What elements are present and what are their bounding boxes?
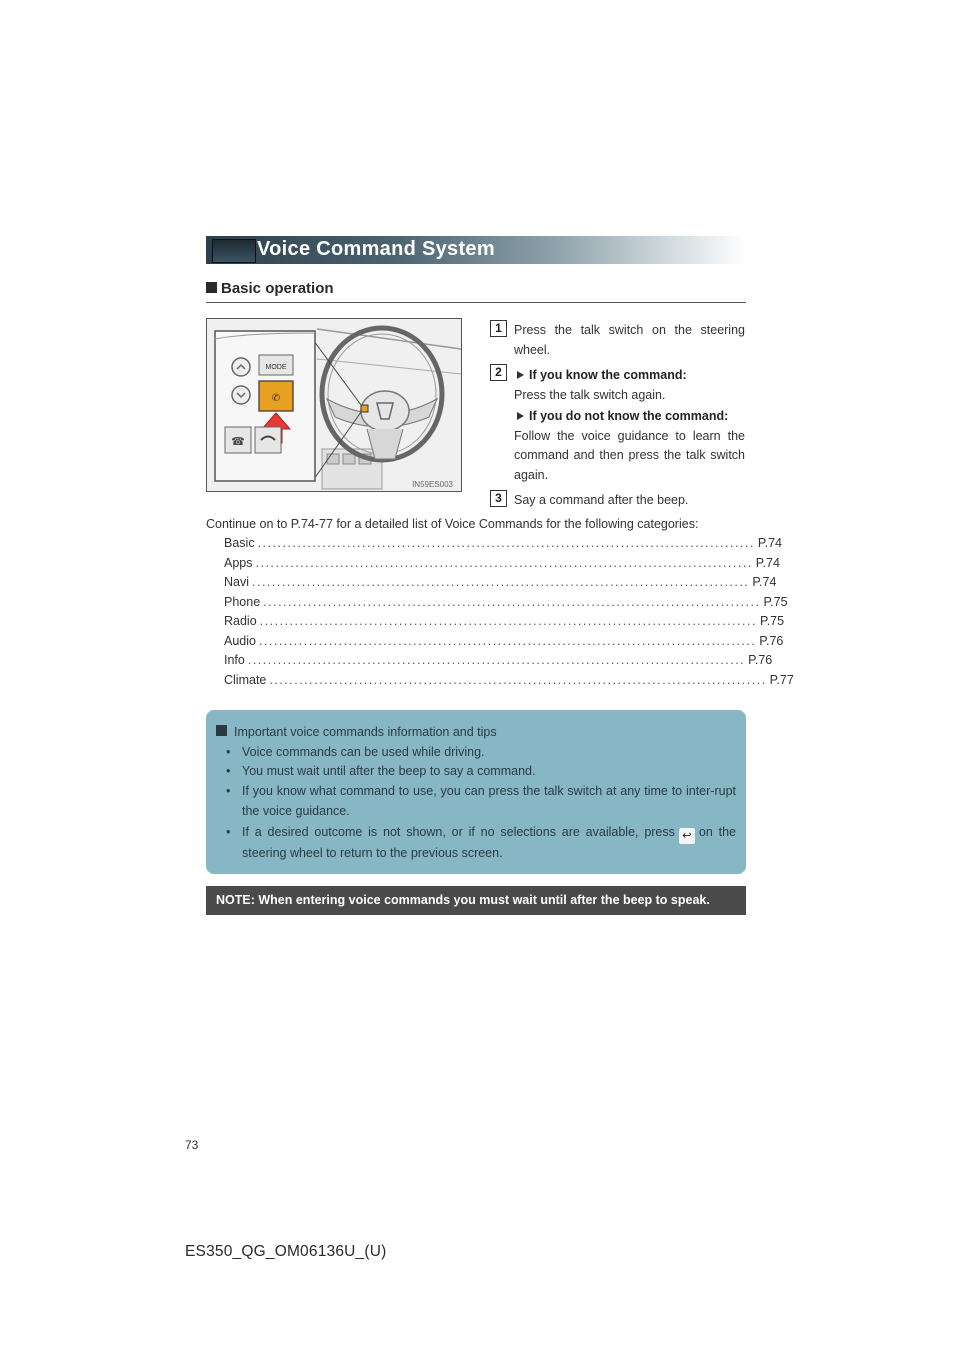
step-number-2: 2	[490, 364, 507, 381]
svg-text:☎: ☎	[231, 435, 245, 448]
toc-row[interactable]: Climate .................................................................................................... P.77	[224, 672, 794, 687]
square-bullet-icon	[216, 725, 227, 736]
tip-item: • Voice commands can be used while driving.	[226, 745, 485, 759]
illustration-code: IN59ES003	[412, 480, 453, 489]
triangle-bullet-icon	[517, 412, 524, 420]
toc-row[interactable]: Apps .................................................................................................... P.74	[224, 555, 780, 570]
step-2-known: If you know the command:	[514, 366, 745, 386]
toc-row[interactable]: Radio .................................................................................................... P.75	[224, 614, 785, 628]
document-code: ES350_QG_OM06136U_(U)	[185, 1243, 387, 1260]
toc-row[interactable]: Basic .................................................................................................... P.74	[224, 536, 782, 550]
page-number: 73	[185, 1138, 199, 1152]
subsection-title: Basic operation	[221, 280, 334, 297]
tip-item: • You must wait until after the beep to say a command.	[226, 764, 536, 778]
tip-item: • If you know what command to use, you can press the talk switch at any time to inter-rupt the voice guidance.	[226, 784, 736, 818]
categories-intro: Continue on to P.74-77 for a detailed list of Voice Commands for the following categories:	[206, 517, 699, 531]
tips-heading: Important voice commands information and tips	[216, 725, 497, 739]
step-2-known-text: Press the talk switch again.	[514, 387, 666, 402]
triangle-bullet-icon	[517, 371, 524, 379]
step-3-text: Say a command after the beep.	[514, 493, 689, 507]
square-bullet-icon	[206, 282, 217, 293]
step-number-1: 1	[490, 320, 507, 337]
mode-label: MODE	[265, 364, 287, 371]
step-2-unknown-text: Follow the voice guidance to learn the command and then press the talk switch again.	[514, 428, 745, 482]
section-title: Voice Command System	[257, 238, 495, 260]
subsection-header	[206, 280, 746, 303]
steering-wheel-illustration	[206, 318, 462, 492]
step-1-text: Press the talk switch on the steering wheel.	[514, 323, 745, 357]
tips-box	[206, 710, 746, 874]
toc-row[interactable]: Navi .................................................................................................... P.74	[224, 575, 777, 589]
toc-row[interactable]: Audio .................................................................................................... P.76	[224, 633, 784, 648]
step-2-unknown: If you do not know the command:	[514, 407, 745, 427]
svg-text:✆: ✆	[271, 393, 281, 404]
toc-row[interactable]: Phone .................................................................................................... P.75	[224, 594, 788, 609]
step-number-3: 3	[490, 490, 507, 507]
step-2-block	[514, 366, 745, 485]
back-arrow-icon: ↩	[679, 828, 695, 844]
section-tab-graphic	[212, 239, 256, 263]
note-bar: NOTE: When entering voice commands you must wait until after the beep to speak.	[206, 886, 746, 915]
tip-item: • If a desired outcome is not shown, or if no selections are available, press ↩ on the steering wheel to return to the previous screen.	[226, 825, 736, 860]
section-header	[206, 236, 746, 264]
toc-row[interactable]: Info .................................................................................................... P.76	[224, 653, 773, 667]
